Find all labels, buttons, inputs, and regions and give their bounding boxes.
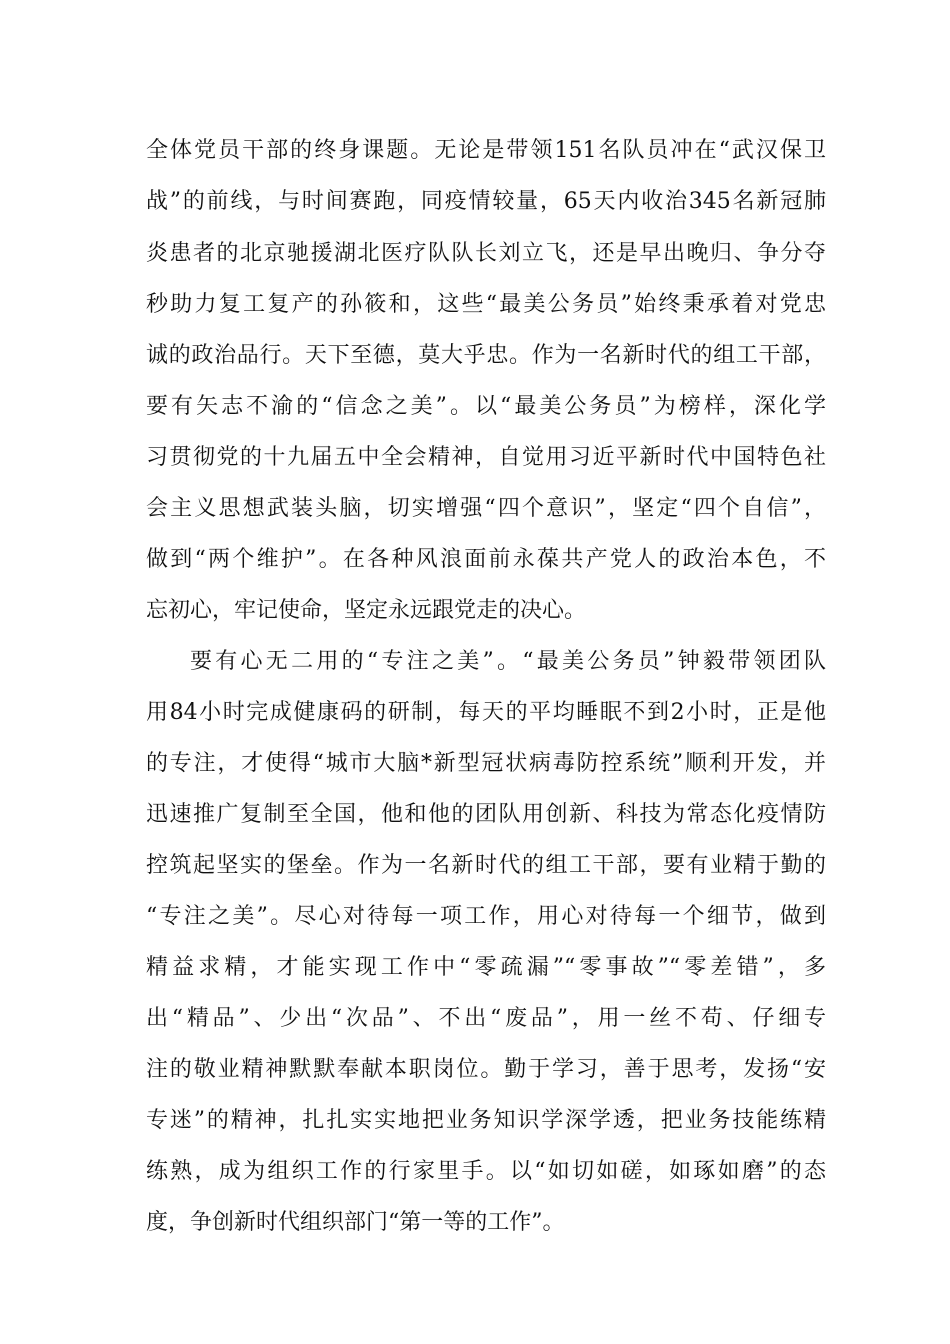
text-line: 炎患者的北京驰援湖北医疗队队长刘立飞，还是早出晚归、争分夺 <box>146 241 826 266</box>
text-line: 会主义思想武装头脑，切实增强“四个意识”，坚定“四个自信”， <box>146 496 826 521</box>
text-line: 要有心无二用的“专注之美”。“最美公务员”钟毅带领团队 <box>190 649 826 674</box>
text-line: 迅速推广复制至全国，他和他的团队用创新、科技为常态化疫情防 <box>146 802 826 827</box>
text-line: 习贯彻党的十九届五中全会精神，自觉用习近平新时代中国特色社 <box>146 445 826 470</box>
text-line: 度，争创新时代组织部门“第一等的工作”。 <box>146 1210 565 1235</box>
text-line: 的专注，才使得“城市大脑*新型冠状病毒防控系统”顺利开发，并 <box>146 751 826 776</box>
text-line: 练熟，成为组织工作的行家里手。以“如切如磋，如琢如磨”的态 <box>146 1159 826 1184</box>
text-line: 忘初心，牢记使命，坚定永远跟党走的决心。 <box>146 598 587 623</box>
text-line: 控筑起坚实的堡垒。作为一名新时代的组工干部，要有业精于勤的 <box>146 853 826 878</box>
text-line: 专迷”的精神，扎扎实实地把业务知识学深学透，把业务技能练精 <box>146 1108 826 1133</box>
text-line: 做到“两个维护”。在各种风浪面前永葆共产党人的政治本色，不 <box>146 547 826 572</box>
text-line: 战”的前线，与时间赛跑，同疫情较量，65天内收治345名新冠肺 <box>146 189 826 214</box>
text-line: 精益求精，才能实现工作中“零疏漏”“零事故”“零差错”，多 <box>146 955 826 980</box>
text-line: “专注之美”。尽心对待每一项工作，用心对待每一个细节，做到 <box>146 904 826 929</box>
text-line: 用84小时完成健康码的研制，每天的平均睡眠不到2小时，正是他 <box>146 700 826 725</box>
text-line: 注的敬业精神默默奉献本职岗位。勤于学习，善于思考，发扬“安 <box>146 1057 826 1082</box>
text-line: 秒助力复工复产的孙筱和，这些“最美公务员”始终秉承着对党忠 <box>146 292 826 317</box>
text-line: 全体党员干部的终身课题。无论是带领151名队员冲在“武汉保卫 <box>146 138 826 163</box>
text-line: 诚的政治品行。天下至德，莫大乎忠。作为一名新时代的组工干部， <box>146 343 826 368</box>
text-line: 出“精品”、少出“次品”、不出“废品”，用一丝不苟、仔细专 <box>146 1006 826 1031</box>
text-line: 要有矢志不渝的“信念之美”。以“最美公务员”为榜样，深化学 <box>146 394 826 419</box>
